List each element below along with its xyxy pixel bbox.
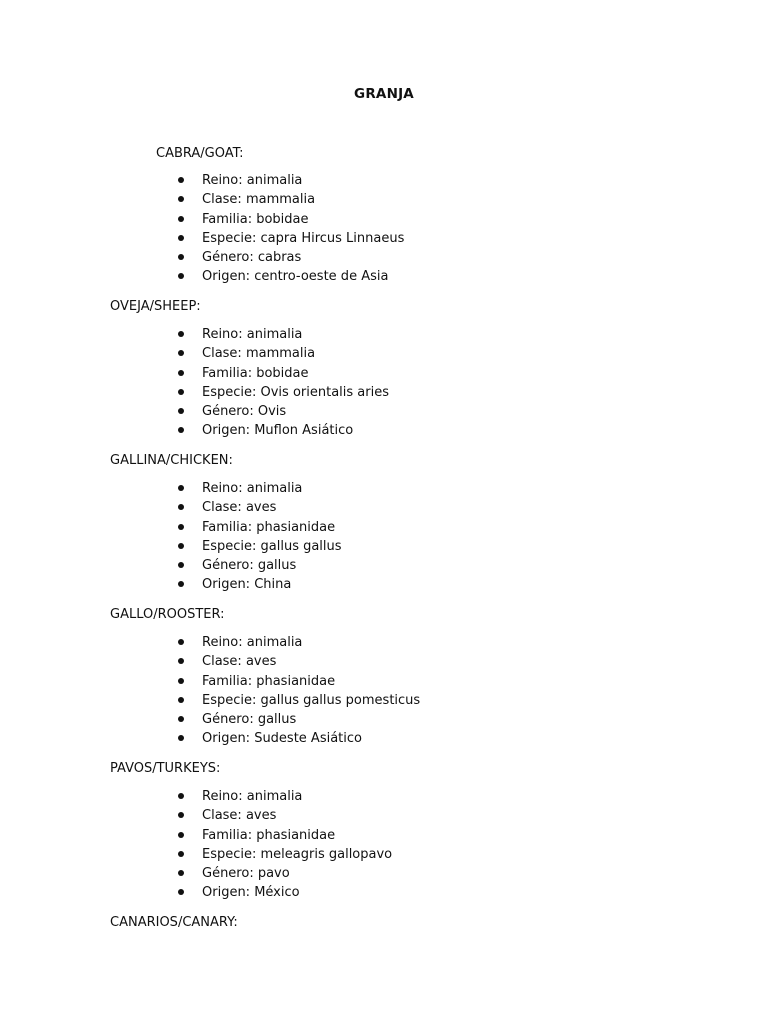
section-heading: GALLO/ROOSTER: bbox=[110, 607, 225, 622]
list-item-text: Origen: Sudeste Asiático bbox=[202, 731, 362, 747]
list-item-text: Clase: aves bbox=[202, 500, 277, 516]
bullet-icon bbox=[178, 389, 184, 395]
list-item-text: Reino: animalia bbox=[202, 635, 303, 650]
list-item-text: Origen: México bbox=[202, 885, 300, 901]
bullet-icon bbox=[178, 658, 184, 664]
list-item-text: Género: Ovis bbox=[202, 404, 287, 420]
bullet-icon bbox=[178, 235, 184, 241]
list-item-text: Especie: meleagris gallopavo bbox=[202, 846, 393, 862]
section-heading: GALLINA/CHICKEN: bbox=[110, 453, 233, 468]
bullet-icon bbox=[178, 543, 184, 549]
list-item-text: Especie: gallus gallus pomesticus bbox=[202, 692, 421, 708]
bullet-icon bbox=[178, 254, 184, 260]
list-item-text: Reino: animalia bbox=[202, 173, 303, 188]
bullet-icon bbox=[178, 331, 184, 337]
list-item-text: Origen: centro-oeste de Asia bbox=[202, 269, 389, 285]
bullet-icon bbox=[178, 562, 184, 568]
section-heading: PAVOS/TURKEYS: bbox=[110, 761, 221, 776]
section-heading: OVEJA/SHEEP: bbox=[110, 299, 201, 314]
list-item-text: Especie: gallus gallus bbox=[202, 538, 342, 554]
bullet-icon bbox=[178, 716, 184, 722]
list-item-text: Origen: China bbox=[202, 577, 292, 593]
list-item-text: Clase: mammalia bbox=[202, 192, 316, 208]
list-item-text: Familia: bobidae bbox=[202, 365, 309, 381]
bullet-icon bbox=[178, 812, 184, 818]
list-item-text: Clase: aves bbox=[202, 808, 277, 824]
document-title: GRANJA bbox=[354, 86, 414, 102]
bullet-icon bbox=[178, 735, 184, 741]
bullet-icon bbox=[178, 870, 184, 876]
bullet-icon bbox=[178, 889, 184, 895]
list-item-text: Familia: phasianidae bbox=[202, 519, 336, 535]
bullet-icon bbox=[178, 370, 184, 376]
list-item-text: Familia: phasianidae bbox=[202, 673, 336, 689]
list-item-text: Origen: Muflon Asiático bbox=[202, 423, 354, 439]
section-heading: CANARIOS/CANARY: bbox=[110, 915, 238, 930]
bullet-icon bbox=[178, 639, 184, 645]
bullet-icon bbox=[178, 504, 184, 510]
list-item-text: Familia: bobidae bbox=[202, 211, 309, 227]
bullet-icon bbox=[178, 196, 184, 202]
bullet-icon bbox=[178, 427, 184, 433]
list-item-text: Familia: phasianidae bbox=[202, 827, 336, 843]
list-item-text: Reino: animalia bbox=[202, 789, 303, 804]
list-item-text: Reino: animalia bbox=[202, 481, 303, 496]
bullet-icon bbox=[178, 485, 184, 491]
list-item-text: Género: cabras bbox=[202, 250, 302, 266]
bullet-icon bbox=[178, 273, 184, 279]
list-item-text: Clase: mammalia bbox=[202, 346, 316, 362]
bullet-icon bbox=[178, 524, 184, 530]
bullet-icon bbox=[178, 793, 184, 799]
list-item-text: Especie: capra Hircus Linnaeus bbox=[202, 230, 405, 246]
bullet-icon bbox=[178, 832, 184, 838]
bullet-icon bbox=[178, 177, 184, 183]
bullet-icon bbox=[178, 216, 184, 222]
list-item-text: Clase: aves bbox=[202, 654, 277, 670]
list-item-text: Género: pavo bbox=[202, 866, 290, 882]
bullet-icon bbox=[178, 851, 184, 857]
bullet-icon bbox=[178, 581, 184, 587]
list-item-text: Especie: Ovis orientalis aries bbox=[202, 384, 389, 400]
list-item-text: Reino: animalia bbox=[202, 327, 303, 342]
list-item-text: Género: gallus bbox=[202, 558, 297, 574]
bullet-icon bbox=[178, 697, 184, 703]
list-item-text: Género: gallus bbox=[202, 712, 297, 728]
bullet-icon bbox=[178, 678, 184, 684]
section-heading: CABRA/GOAT: bbox=[156, 146, 244, 161]
bullet-icon bbox=[178, 350, 184, 356]
bullet-icon bbox=[178, 408, 184, 414]
